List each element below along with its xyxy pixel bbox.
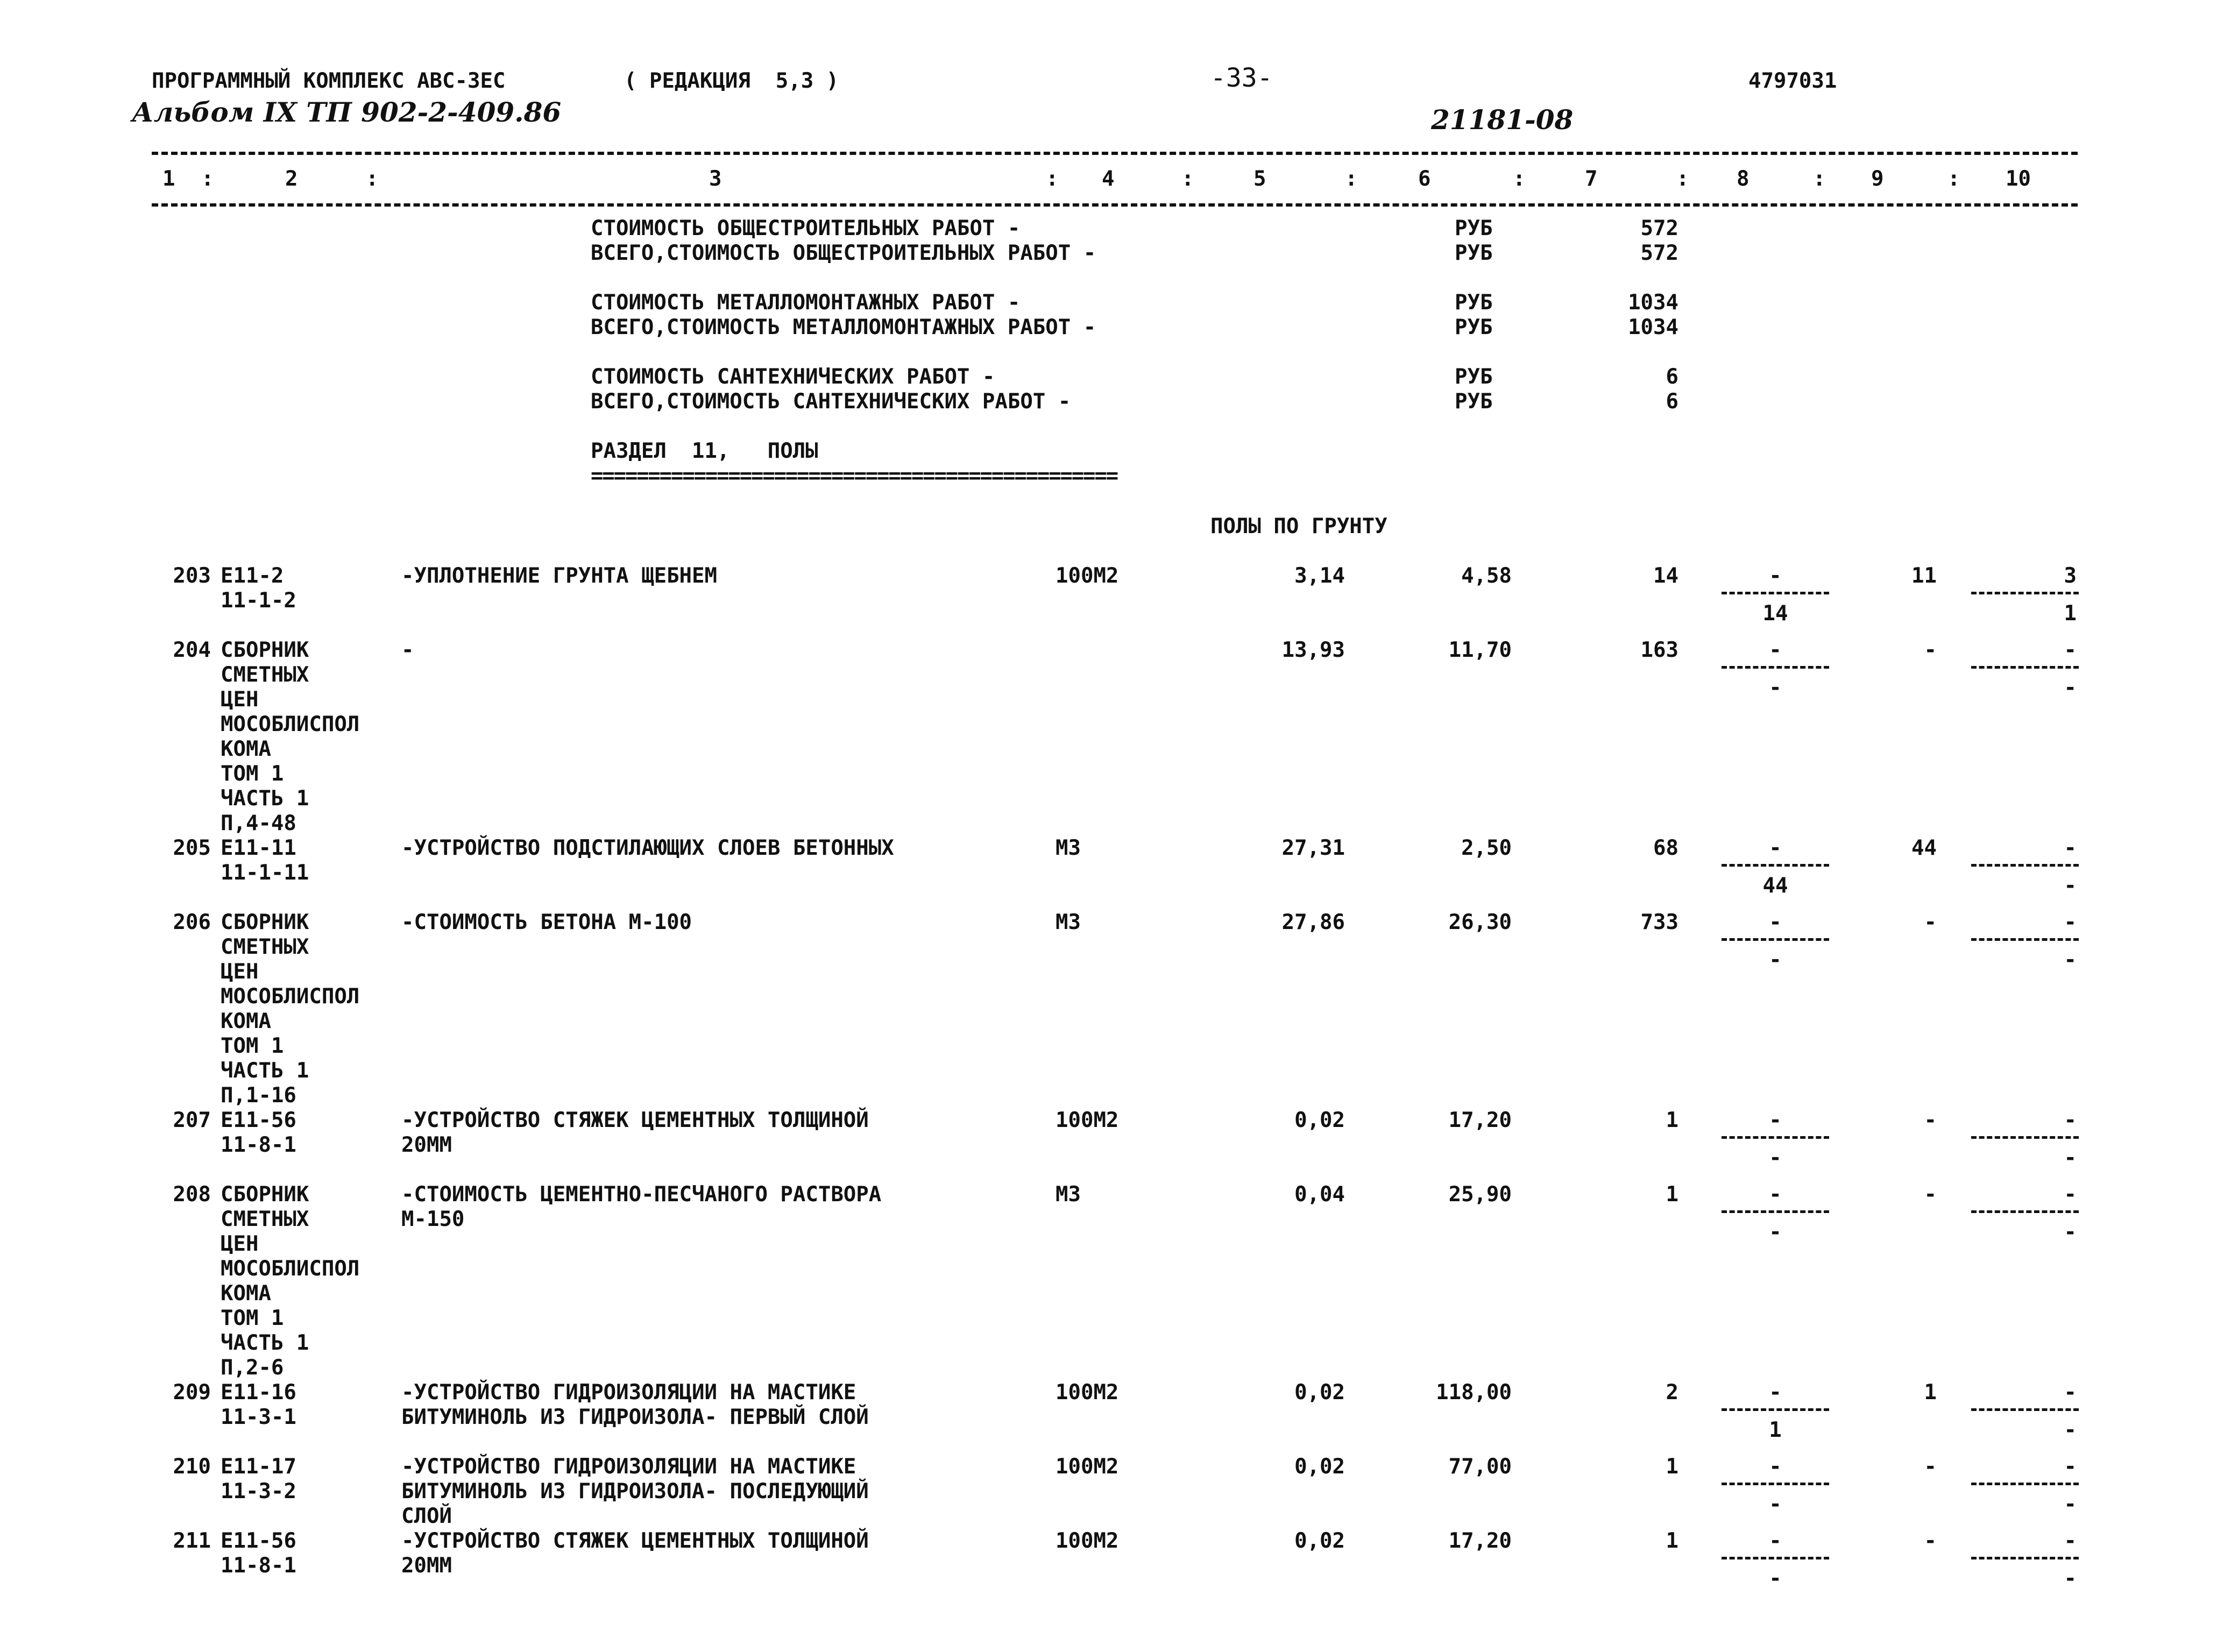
row-col9: 44 xyxy=(1911,836,1937,860)
row-col10-top: - xyxy=(2064,1529,2077,1553)
row-description: 20ММ xyxy=(401,1554,452,1578)
row-unit-price: 4,58 xyxy=(1461,564,1512,588)
row-description: -УСТРОЙСТВО СТЯЖЕК ЦЕМЕНТНЫХ ТОЛЩИНОЙ xyxy=(401,1108,869,1132)
row-description: - xyxy=(401,638,414,662)
summary-label: ВСЕГО,СТОИМОСТЬ САНТЕХНИЧЕСКИХ РАБОТ - xyxy=(591,389,1071,414)
row-unit: 100М2 xyxy=(1056,564,1119,588)
row-description: БИТУМИНОЛЬ ИЗ ГИДРОИЗОЛА- ПОСЛЕДУЮЩИЙ xyxy=(401,1479,869,1504)
row-col9: - xyxy=(1924,1108,1937,1132)
row-description: -УПЛОТНЕНИЕ ГРУНТА ЩЕБНЕМ xyxy=(401,564,717,588)
col-8-header: 8 xyxy=(1737,167,1750,191)
row-col8-top: - xyxy=(1769,1380,1782,1405)
row-col10-bottom: - xyxy=(2064,874,2077,898)
row-total: 1 xyxy=(1666,1455,1678,1479)
row-code: ТОМ 1 xyxy=(221,762,284,786)
row-unit-price: 17,20 xyxy=(1448,1529,1512,1553)
row-code: ЦЕН xyxy=(221,687,259,712)
row-col10-top: - xyxy=(2064,1108,2077,1132)
summary-unit: РУБ xyxy=(1455,389,1493,414)
row-code: ЧАСТЬ 1 xyxy=(221,786,309,811)
summary-unit: РУБ xyxy=(1455,315,1493,339)
row-code: КОМА xyxy=(221,1281,271,1306)
section-title: РАЗДЕЛ 11, ПОЛЫ xyxy=(591,439,818,463)
album-handwritten-note: Альбом IX ТП 902-2-409.86 xyxy=(132,96,562,128)
row-unit-price: 77,00 xyxy=(1448,1455,1512,1479)
row-code: 11-1-11 xyxy=(221,861,309,885)
col-3-header: 3 xyxy=(709,167,722,191)
col-separator: : xyxy=(1813,167,1826,191)
row-col8-bottom: - xyxy=(1769,1146,1782,1170)
row-col10-bottom: - xyxy=(2064,676,2077,700)
row-col8-top: - xyxy=(1769,638,1782,662)
row-code: Е11-56 xyxy=(221,1108,296,1132)
row-quantity: 0,02 xyxy=(1294,1380,1345,1405)
row-description: -СТОИМОСТЬ ЦЕМЕНТНО-ПЕСЧАНОГО РАСТВОРА xyxy=(401,1182,882,1207)
row-quantity: 3,14 xyxy=(1294,564,1345,588)
row-col10-top: - xyxy=(2064,638,2077,662)
row-total: 1 xyxy=(1666,1108,1678,1132)
row-quantity: 27,86 xyxy=(1281,910,1345,934)
row-code: 11-8-1 xyxy=(221,1554,296,1578)
row-code: П,4-48 xyxy=(221,811,296,835)
row-unit-price: 25,90 xyxy=(1448,1182,1512,1207)
row-col10-top: - xyxy=(2064,910,2077,934)
summary-unit: РУБ xyxy=(1455,290,1493,315)
program-name: ПРОГРАММНЫЙ КОМПЛЕКС АВС-ЗЕС xyxy=(152,69,506,93)
row-code: 11-3-1 xyxy=(221,1405,296,1429)
row-total: 1 xyxy=(1666,1182,1678,1207)
row-unit-price: 17,20 xyxy=(1448,1108,1512,1132)
row-col10-divider xyxy=(1971,592,2079,594)
col-7-header: 7 xyxy=(1585,167,1598,191)
row-col8-bottom: - xyxy=(1769,1220,1782,1244)
row-col9: - xyxy=(1924,910,1937,934)
col-separator: : xyxy=(1947,167,1960,191)
row-quantity: 0,02 xyxy=(1294,1529,1345,1553)
col-separator: : xyxy=(1181,167,1194,191)
row-code: МОСОБЛИСПОЛ xyxy=(221,712,360,736)
row-col8-top: - xyxy=(1769,1108,1782,1132)
page-number: -33- xyxy=(1210,63,1273,93)
row-col10-bottom: - xyxy=(2064,1418,2077,1442)
row-total: 2 xyxy=(1666,1380,1678,1405)
summary-value: 6 xyxy=(1666,389,1678,414)
row-description: М-150 xyxy=(401,1207,465,1231)
col-separator: : xyxy=(1345,167,1358,191)
row-description: -УСТРОЙСТВО СТЯЖЕК ЦЕМЕНТНЫХ ТОЛЩИНОЙ xyxy=(401,1529,869,1553)
row-col10-top: - xyxy=(2064,836,2077,860)
summary-label: СТОИМОСТЬ САНТЕХНИЧЕСКИХ РАБОТ - xyxy=(591,365,995,389)
col-9-header: 9 xyxy=(1871,167,1884,191)
row-code: Е11-2 xyxy=(221,564,284,588)
row-description: -УСТРОЙСТВО ПОДСТИЛАЮЩИХ СЛОЕВ БЕТОННЫХ xyxy=(401,836,894,860)
row-total: 1 xyxy=(1666,1529,1678,1553)
col-separator: : xyxy=(1046,167,1059,191)
row-description: -УСТРОЙСТВО ГИДРОИЗОЛЯЦИИ НА МАСТИКЕ xyxy=(401,1380,856,1405)
summary-value: 572 xyxy=(1640,216,1678,240)
summary-label: ВСЕГО,СТОИМОСТЬ МЕТАЛЛОМОНТАЖНЫХ РАБОТ - xyxy=(591,315,1096,339)
col-1-header: 1 xyxy=(162,167,175,191)
summary-unit: РУБ xyxy=(1455,216,1493,240)
row-code: 11-8-1 xyxy=(221,1133,296,1157)
row-col10-divider xyxy=(1971,1408,2079,1411)
row-quantity: 27,31 xyxy=(1281,836,1345,860)
row-number: 203 xyxy=(173,564,211,588)
row-col10-bottom: - xyxy=(2064,948,2077,972)
row-unit: 100М2 xyxy=(1056,1380,1119,1405)
col-5-header: 5 xyxy=(1253,167,1266,191)
row-number: 208 xyxy=(173,1182,211,1207)
row-col9: 11 xyxy=(1911,564,1937,588)
row-col8-bottom: 44 xyxy=(1762,874,1788,898)
row-col10-bottom: - xyxy=(2064,1492,2077,1516)
col-separator: : xyxy=(201,167,214,191)
summary-label: ВСЕГО,СТОИМОСТЬ ОБЩЕСТРОИТЕЛЬНЫХ РАБОТ - xyxy=(591,241,1096,265)
row-col8-top: - xyxy=(1769,910,1782,934)
row-code: 11-3-2 xyxy=(221,1479,296,1504)
row-unit: М3 xyxy=(1056,836,1081,860)
row-code: КОМА xyxy=(221,737,271,761)
row-code: МОСОБЛИСПОЛ xyxy=(221,1257,360,1281)
col-separator: : xyxy=(1513,167,1526,191)
row-col9: - xyxy=(1924,1182,1937,1207)
summary-value: 1034 xyxy=(1628,290,1678,315)
row-col10-divider xyxy=(1971,1557,2079,1559)
row-unit-price: 26,30 xyxy=(1448,910,1512,934)
row-code: СМЕТНЫХ xyxy=(221,1207,309,1231)
row-col8-bottom: 14 xyxy=(1762,601,1788,626)
row-description: -СТОИМОСТЬ БЕТОНА М-100 xyxy=(401,910,692,934)
row-code: СМЕТНЫХ xyxy=(221,663,309,687)
row-quantity: 0,02 xyxy=(1294,1108,1345,1132)
header-top-rule xyxy=(152,152,2078,155)
row-quantity: 0,02 xyxy=(1294,1455,1345,1479)
row-number: 207 xyxy=(173,1108,211,1132)
col-4-header: 4 xyxy=(1102,167,1115,191)
row-total: 163 xyxy=(1640,638,1678,662)
row-col8-top: - xyxy=(1769,1529,1782,1553)
row-code: П,1-16 xyxy=(221,1083,296,1108)
row-number: 210 xyxy=(173,1455,211,1479)
col-separator: : xyxy=(1676,167,1689,191)
row-quantity: 13,93 xyxy=(1281,638,1345,662)
row-col10-bottom: - xyxy=(2064,1566,2077,1591)
row-quantity: 0,04 xyxy=(1294,1182,1345,1207)
row-code: Е11-16 xyxy=(221,1380,296,1405)
col-2-header: 2 xyxy=(285,167,298,191)
row-col8-divider xyxy=(1722,666,1829,669)
row-col10-divider xyxy=(1971,864,2079,867)
row-col8-bottom: 1 xyxy=(1769,1418,1782,1442)
row-number: 204 xyxy=(173,638,211,662)
summary-label: СТОИМОСТЬ ОБЩЕСТРОИТЕЛЬНЫХ РАБОТ - xyxy=(591,216,1021,240)
row-number: 211 xyxy=(173,1529,211,1553)
row-col10-divider xyxy=(1971,1210,2079,1213)
row-code: 11-1-2 xyxy=(221,589,296,613)
row-code: ТОМ 1 xyxy=(221,1306,284,1330)
row-unit: 100М2 xyxy=(1056,1529,1119,1553)
row-code: СМЕТНЫХ xyxy=(221,935,309,959)
row-col8-bottom: - xyxy=(1769,948,1782,972)
row-unit-price: 11,70 xyxy=(1448,638,1512,662)
row-col10-divider xyxy=(1971,938,2079,941)
row-total: 14 xyxy=(1653,564,1678,588)
summary-value: 1034 xyxy=(1628,315,1678,339)
row-code: КОМА xyxy=(221,1009,271,1033)
row-col9: - xyxy=(1924,1455,1937,1479)
row-col10-bottom: - xyxy=(2064,1220,2077,1244)
row-code: ТОМ 1 xyxy=(221,1034,284,1058)
row-col8-bottom: - xyxy=(1769,676,1782,700)
row-number: 205 xyxy=(173,836,211,860)
row-col8-bottom: - xyxy=(1769,1566,1782,1591)
row-col8-divider xyxy=(1722,938,1829,941)
row-col9: - xyxy=(1924,638,1937,662)
row-col8-top: - xyxy=(1769,836,1782,860)
row-col8-divider xyxy=(1722,864,1829,867)
row-description: СЛОЙ xyxy=(401,1504,452,1528)
edition-label: ( РЕДАКЦИЯ 5,3 ) xyxy=(624,69,839,93)
row-total: 68 xyxy=(1653,836,1678,860)
row-col10-divider xyxy=(1971,1136,2079,1139)
row-unit: 100М2 xyxy=(1056,1108,1119,1132)
row-col8-top: - xyxy=(1769,1455,1782,1479)
summary-unit: РУБ xyxy=(1455,365,1493,389)
row-col9: - xyxy=(1924,1529,1937,1553)
row-code: ЦЕН xyxy=(221,1232,259,1256)
row-code: Е11-17 xyxy=(221,1455,296,1479)
row-col8-divider xyxy=(1722,1136,1829,1139)
row-col8-divider xyxy=(1722,592,1829,594)
row-col10-top: - xyxy=(2064,1380,2077,1405)
row-total: 733 xyxy=(1640,910,1678,934)
document-number: 4797031 xyxy=(1748,69,1837,93)
row-code: ЦЕН xyxy=(221,960,259,984)
row-unit: М3 xyxy=(1056,1182,1081,1207)
summary-unit: РУБ xyxy=(1455,241,1493,265)
col-10-header: 10 xyxy=(2006,167,2031,191)
row-col10-bottom: - xyxy=(2064,1146,2077,1170)
row-col8-bottom: - xyxy=(1769,1492,1782,1516)
row-code: П,2-6 xyxy=(221,1356,284,1380)
row-description: 20ММ xyxy=(401,1133,452,1157)
summary-value: 6 xyxy=(1666,365,1678,389)
summary-label: СТОИМОСТЬ МЕТАЛЛОМОНТАЖНЫХ РАБОТ - xyxy=(591,290,1021,315)
col-separator: : xyxy=(366,167,379,191)
row-col8-top: - xyxy=(1769,1182,1782,1207)
row-description: -УСТРОЙСТВО ГИДРОИЗОЛЯЦИИ НА МАСТИКЕ xyxy=(401,1455,856,1479)
row-col8-divider xyxy=(1722,1210,1829,1213)
row-col10-bottom: 1 xyxy=(2064,601,2077,626)
col-6-header: 6 xyxy=(1418,167,1431,191)
row-col8-divider xyxy=(1722,1408,1829,1411)
row-col10-divider xyxy=(1971,1483,2079,1485)
row-unit-price: 2,50 xyxy=(1461,836,1512,860)
row-code: ЧАСТЬ 1 xyxy=(221,1331,309,1355)
summary-value: 572 xyxy=(1640,241,1678,265)
row-code: Е11-56 xyxy=(221,1529,296,1553)
row-unit: 100М2 xyxy=(1056,1455,1119,1479)
row-code: СБОРНИК xyxy=(221,910,309,934)
row-code: ЧАСТЬ 1 xyxy=(221,1059,309,1083)
code-handwritten-note: 21181-08 xyxy=(1431,104,1574,136)
row-unit: М3 xyxy=(1056,910,1081,934)
row-col8-top: - xyxy=(1769,564,1782,588)
row-code: МОСОБЛИСПОЛ xyxy=(221,984,360,1009)
row-col10-top: - xyxy=(2064,1455,2077,1479)
row-code: СБОРНИК xyxy=(221,638,309,662)
section-underline: ============================================== xyxy=(591,464,1117,488)
row-number: 209 xyxy=(173,1380,211,1405)
row-code: СБОРНИК xyxy=(221,1182,309,1207)
row-col10-divider xyxy=(1971,666,2079,669)
row-code: Е11-11 xyxy=(221,836,296,860)
row-col8-divider xyxy=(1722,1557,1829,1559)
row-col10-top: 3 xyxy=(2064,564,2077,588)
row-unit-price: 118,00 xyxy=(1436,1380,1512,1405)
header-bottom-rule xyxy=(152,203,2078,207)
subsection-title: ПОЛЫ ПО ГРУНТУ xyxy=(1210,514,1387,538)
row-col9: 1 xyxy=(1924,1380,1937,1405)
row-number: 206 xyxy=(173,910,211,934)
row-col8-divider xyxy=(1722,1483,1829,1485)
row-description: БИТУМИНОЛЬ ИЗ ГИДРОИЗОЛА- ПЕРВЫЙ СЛОЙ xyxy=(401,1405,869,1429)
row-col10-top: - xyxy=(2064,1182,2077,1207)
